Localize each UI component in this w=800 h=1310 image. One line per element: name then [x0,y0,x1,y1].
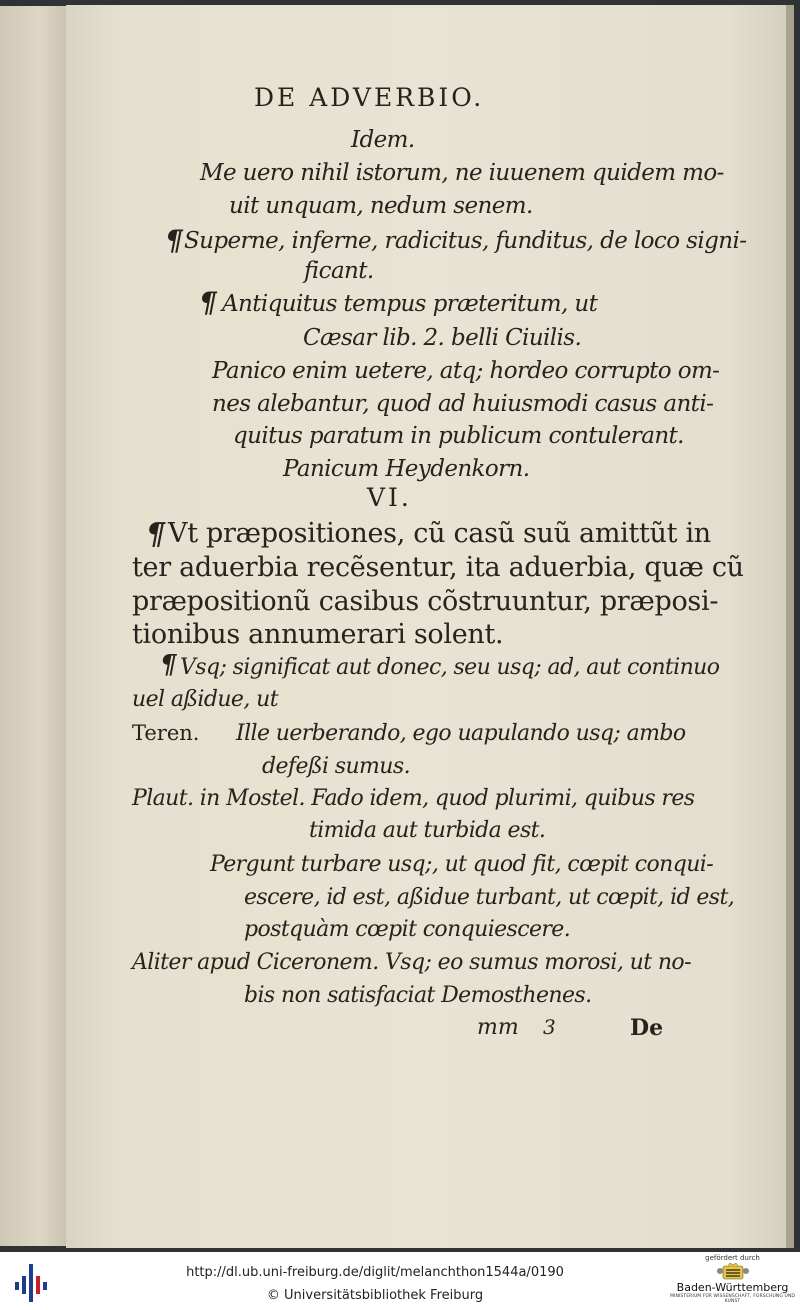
text-line: timida aut turbida est. [309,818,546,843]
funder-block [670,1254,795,1308]
text-line: Pergunt turbare usq;, ut quod fit, cœpit conqui- [210,852,714,877]
pilcrow-mark: ¶ [160,650,177,680]
text-line: Cæsar lib. 2. belli Ciuilis. [303,325,582,351]
text-line: Antiquitus tempus præteritum, ut [222,291,598,317]
text-line: uel aßidue, ut [132,687,278,712]
text-line: bis non satisfaciat Demosthenes. [244,983,592,1008]
text-line: defeßi sumus. [262,754,410,779]
text-line: Panicum Heydenkorn. [283,456,530,482]
signature-number: 3 [543,1015,556,1039]
text-line: postquàm cœpit conquiescere. [244,917,571,942]
text-line: ficant. [304,258,374,284]
text-line: ter aduerbia recẽsentur, ita aduerbia, quæ cũ [132,552,744,583]
text-line: escere, id est, aßidue turbant, ut cœpit, id est, [244,885,735,910]
text-line: Vt præpositiones, cũ casũ suũ amittũt in [168,518,711,549]
text-line: præpositionũ casibus cõstruuntur, præposi- [132,586,719,617]
library-logo-icon [10,1262,52,1304]
funder-ministry: MINISTERIUM FÜR WISSENSCHAFT, FORSCHUNG UND KUNST [670,1294,795,1304]
catchword: De [630,1015,664,1041]
pilcrow-mark: ¶ [165,224,183,257]
text-line: uit unquam, nedum senem. [229,193,533,219]
pilcrow-mark: ¶ [199,286,217,319]
text-line: tionibus annumerari solent. [132,619,504,650]
running-header: DE ADVERBIO. [254,83,485,112]
viewer-footer [0,1252,800,1310]
text-line: Plaut. in Mostel. Fado idem, quod plurimi, quibus res [132,786,695,811]
text-line: Ille uerberando, ego uapulando usq; ambo [236,721,686,746]
text-line: quitus paratum in publicum contulerant. [233,423,684,449]
pilcrow-mark: ¶ [146,517,166,552]
text-line: Panico enim uetere, atq; hordeo corrupto om- [212,358,720,384]
right-page-edge [786,5,794,1248]
text-line: Superne, inferne, radicitus, funditus, de loco signi- [184,228,747,254]
text-line: Idem. [351,127,415,153]
funding-label: gefördert durch [705,1254,760,1262]
left-page-edge [0,6,67,1246]
signature-mark: mm [477,1015,519,1040]
funder-name: Baden-Württemberg [676,1281,789,1294]
copyright-text: © Universitätsbibliothek Freiburg [266,1288,484,1303]
text-line: nes alebantur, quod ad huiusmodi casus anti- [212,391,714,417]
citation-label: Teren. [132,721,200,745]
section-number: VI. [367,483,412,512]
state-crest-icon [670,1262,795,1280]
text-line: Vsq; significat aut donec, seu usq; ad, aut continuo [180,655,720,680]
text-line: Me uero nihil istorum, ne iuuenem quidem mo- [200,160,724,186]
permalink-url[interactable]: http://dl.ub.uni-freiburg.de/diglit/melanchthon1544a/0190 [186,1265,564,1280]
text-line: Aliter apud Ciceronem. Vsq; eo sumus morosi, ut no- [132,950,691,975]
